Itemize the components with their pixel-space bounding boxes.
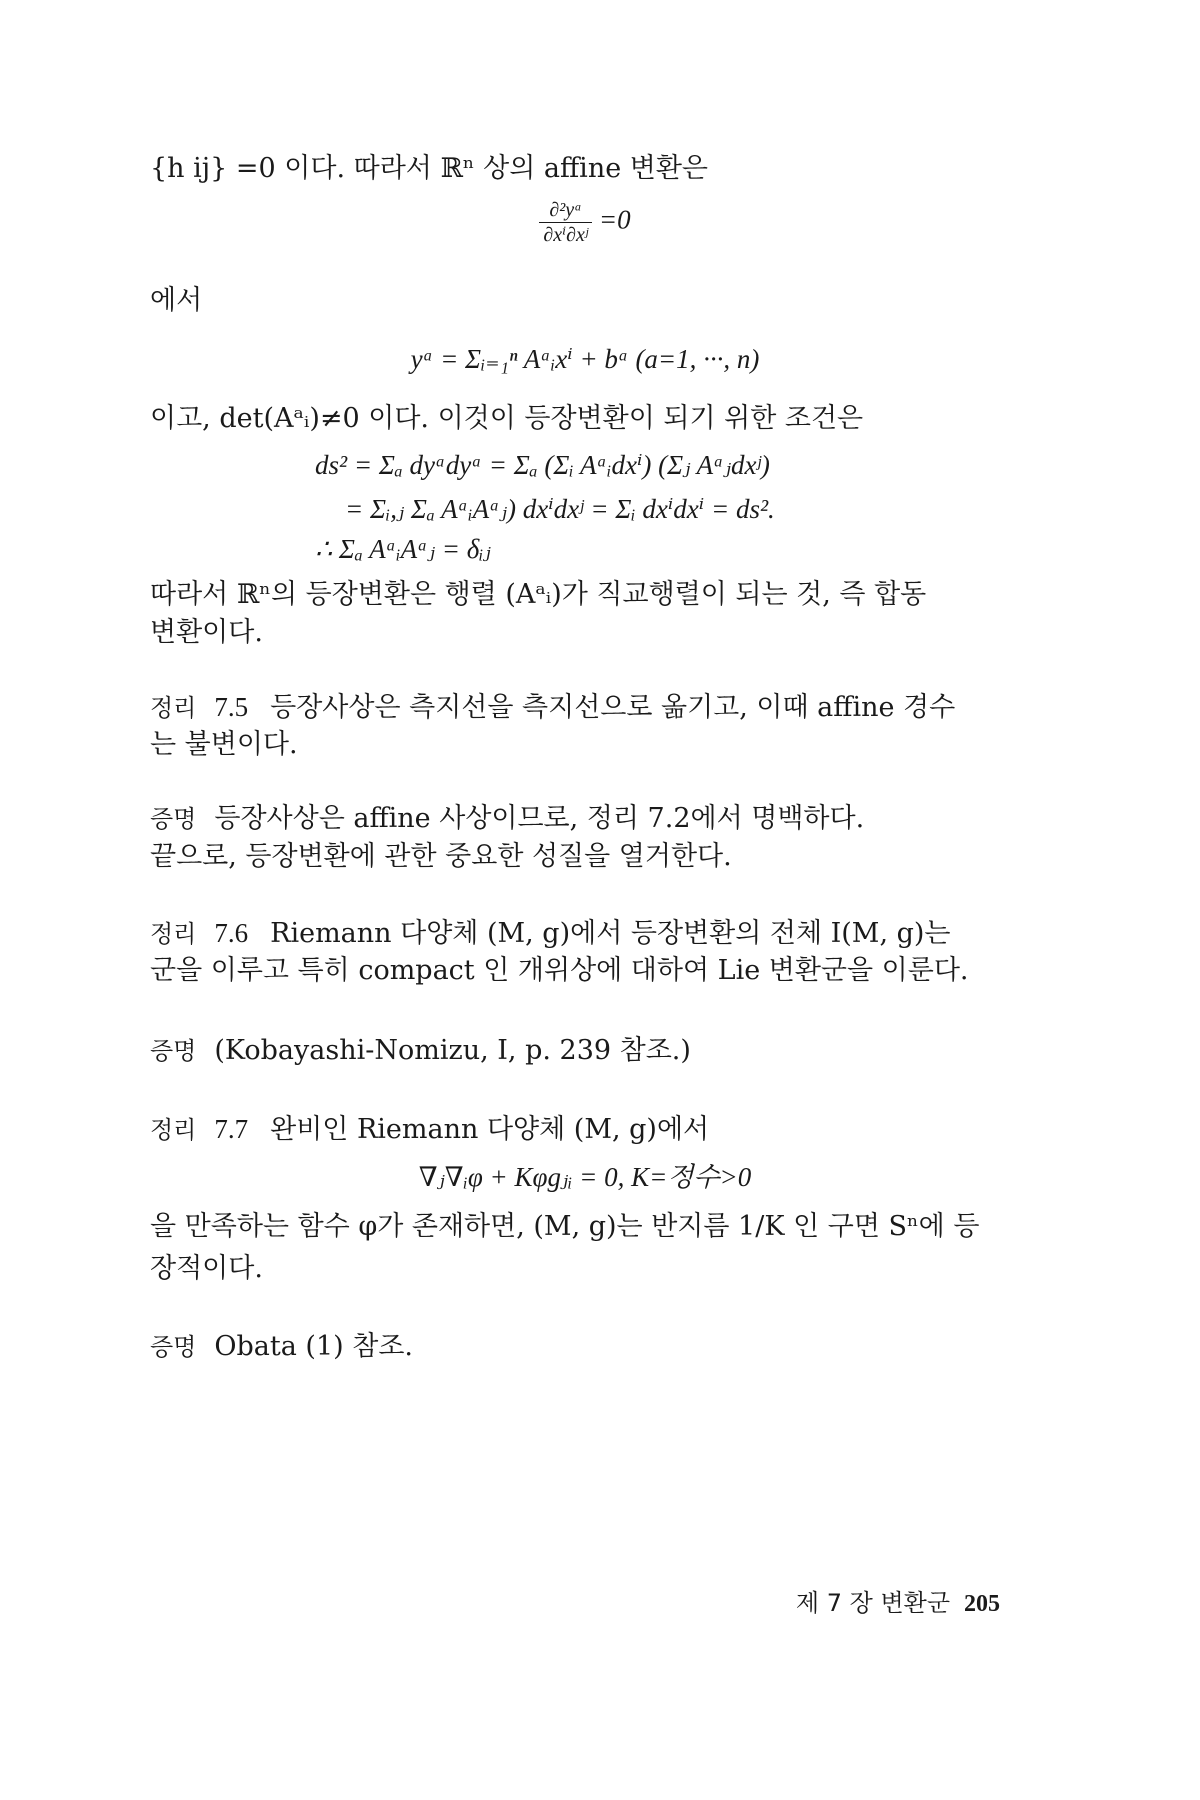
- theorem-label: 정리: [150, 1116, 197, 1144]
- fraction-denominator: ∂xⁱ∂xʲ: [543, 224, 589, 246]
- theorem-label: 정리: [150, 920, 197, 948]
- equation-3a: ds² = Σₐ dyᵃdyᵃ = Σₐ (Σᵢ Aᵃᵢdxⁱ) (Σⱼ Aᵃⱼdxʲ): [315, 450, 770, 480]
- theorem-7-7-line-3: 장적이다.: [150, 1253, 263, 1284]
- text-line-2: 에서: [150, 285, 203, 316]
- theorem-number: 7.5: [214, 692, 249, 722]
- fraction: [539, 198, 592, 247]
- proof-1-line-2: 끝으로, 등장변환에 관한 중요한 성질을 열거한다.: [150, 841, 732, 872]
- chapter-title: 제 7 장 변환군: [795, 1589, 950, 1617]
- theorem-text: Riemann 다양체 (M, g)에서 등장변환의 전체 I(M, g)는: [270, 918, 951, 949]
- proof-label: 증명: [150, 1333, 197, 1361]
- theorem-7-6-line-2: 군을 이루고 특히 compact 인 개위상에 대하여 Lie 변환군을 이룬다.: [150, 955, 969, 986]
- text-line-3: 이고, det(Aᵃᵢ)≠0 이다. 이것이 등장변환이 되기 위한 조건은: [150, 403, 864, 434]
- equation-3b: = Σᵢ,ⱼ Σₐ AᵃᵢAᵃⱼ) dxⁱdxʲ = Σᵢ dxⁱdxⁱ = ds².: [345, 494, 775, 524]
- theorem-number: 7.7: [214, 1114, 249, 1144]
- page-footer: [796, 1583, 1000, 1618]
- proof-label: 증명: [150, 805, 197, 833]
- theorem-text: 완비인 Riemann 다양체 (M, g)에서: [270, 1114, 710, 1145]
- proof-text: 등장사상은 affine 사상이므로, 정리 7.2에서 명백하다.: [214, 803, 865, 834]
- proof-label: 증명: [150, 1037, 197, 1065]
- theorem-7-5-line-1: [150, 690, 1020, 725]
- proof-1-line-1: [150, 802, 1020, 836]
- proof-3-line-1: [150, 1330, 1020, 1364]
- theorem-7-6-line-1: [150, 916, 1020, 951]
- theorem-7-5-line-2: 는 불변이다.: [150, 729, 298, 760]
- theorem-7-7-line-2: 을 만족하는 함수 φ가 존재하면, (M, g)는 반지름 1/K 인 구면 Sⁿ에 등: [150, 1211, 980, 1242]
- proof-text: Obata (1) 참조.: [214, 1331, 413, 1362]
- fraction-numerator: ∂²yᵃ: [539, 198, 592, 223]
- theorem-text: 등장사상은 측지선을 측지선으로 옮기고, 이때 affine 경수: [270, 692, 956, 723]
- theorem-number: 7.6: [214, 918, 249, 948]
- theorem-7-7-line-1: [150, 1112, 1020, 1147]
- theorem-label: 정리: [150, 694, 197, 722]
- proof-2-line-1: [150, 1034, 1020, 1068]
- equation-3c: ∴ Σₐ AᵃᵢAᵃⱼ = δᵢⱼ: [315, 534, 491, 564]
- text-line-4: 따라서 ℝⁿ의 등장변환은 행렬 (Aᵃᵢ)가 직교행렬이 되는 것, 즉 합동: [150, 579, 927, 610]
- equation-1-rhs: =0: [598, 204, 631, 235]
- theorem-7-7-equation: ∇ⱼ∇ᵢφ + Kφgⱼᵢ = 0, K=정수>0: [418, 1162, 752, 1192]
- proof-text: (Kobayashi-Nomizu, Ⅰ, p. 239 참조.): [214, 1035, 691, 1066]
- equation-2: yᵃ = Σᵢ₌₁ⁿ Aᵃᵢxⁱ + bᵃ (a=1, ···, n): [410, 344, 760, 374]
- text-line-1: {h ij} =0 이다. 따라서 ℝⁿ 상의 affine 변환은: [150, 153, 709, 184]
- page-number: 205: [964, 1591, 1000, 1617]
- equation-1: [150, 198, 1020, 258]
- text-line-5: 변환이다.: [150, 617, 263, 648]
